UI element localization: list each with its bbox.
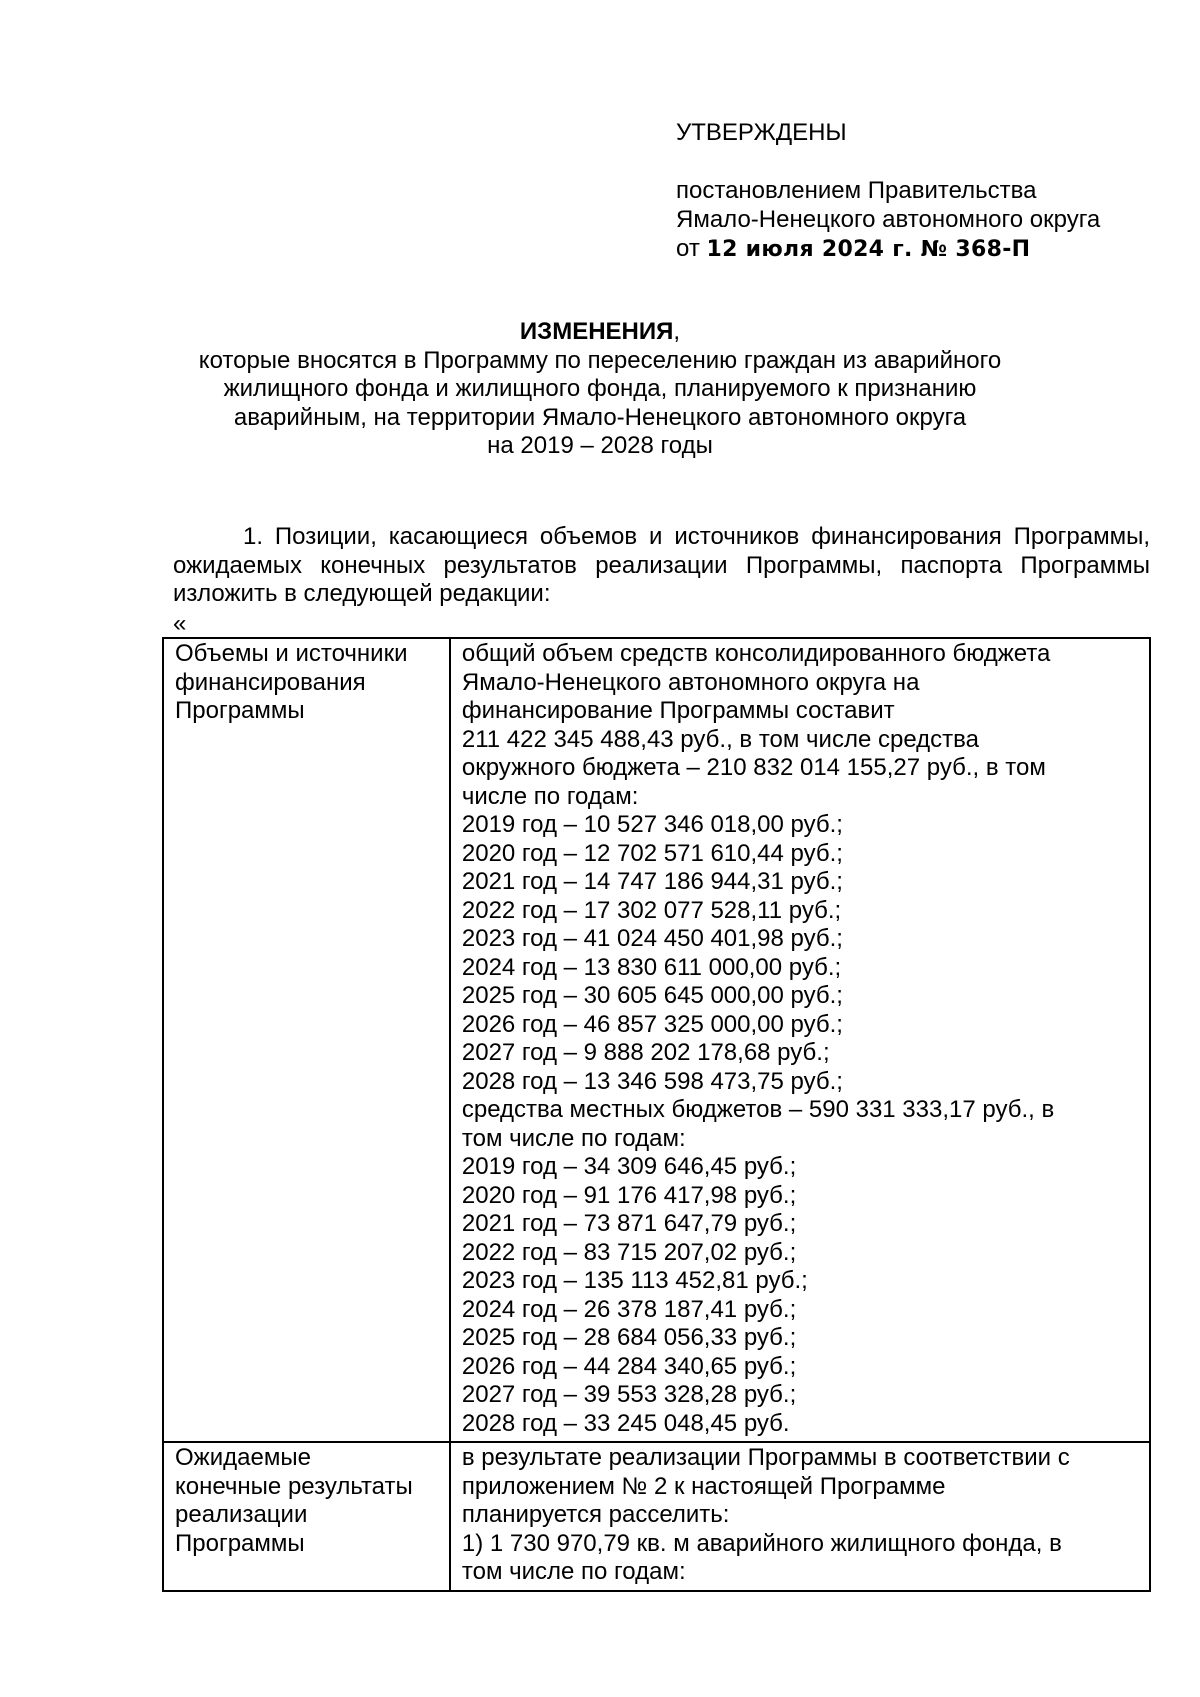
approval-date-line xyxy=(676,234,1100,264)
results-content-cell xyxy=(450,1442,1150,1591)
funding-line: 2026 год – 44 284 340,65 руб.; xyxy=(461,1352,797,1380)
funding-line: 2025 год – 30 605 645 000,00 руб.; xyxy=(461,982,843,1009)
heading-title: ИЗМЕНЕНИЯ xyxy=(519,318,674,345)
opening-quote: « xyxy=(173,610,187,637)
results-label-cell xyxy=(163,1442,450,1591)
funding-line: 2019 год – 34 309 646,45 руб.; xyxy=(461,1153,797,1180)
funding-line: 2021 год – 14 747 186 944,31 руб.; xyxy=(461,868,843,895)
approval-block xyxy=(676,118,1100,264)
heading-subtitle-line: на 2019 – 2028 годы xyxy=(487,432,713,459)
funding-line: 2027 год – 9 888 202 178,68 руб.; xyxy=(461,1039,830,1066)
results-line: приложением № 2 к настоящей Программе xyxy=(461,1472,946,1500)
funding-line: 2023 год – 41 024 450 401,98 руб.; xyxy=(461,925,843,952)
approval-date-prefix: от xyxy=(676,235,700,262)
funding-line: 2028 год – 13 346 598 473,75 руб.; xyxy=(461,1067,843,1095)
paragraph-1 xyxy=(173,523,1150,609)
approval-title: УТВЕРЖДЕНЫ xyxy=(676,119,847,146)
funding-line: 2024 год – 26 378 187,41 руб.; xyxy=(461,1295,797,1323)
funding-line: 2022 год – 17 302 077 528,11 руб.; xyxy=(461,896,842,924)
funding-label-line: Программы xyxy=(175,697,305,724)
funding-line: Ямало-Ненецкого автономного округа на xyxy=(461,668,920,696)
funding-line: 2028 год – 33 245 048,45 руб. xyxy=(461,1409,790,1437)
passport-table xyxy=(162,637,1151,1592)
document-heading xyxy=(150,318,1050,461)
funding-content-cell xyxy=(450,638,1150,1442)
funding-line: 2019 год – 10 527 346 018,00 руб.; xyxy=(461,811,843,838)
funding-line: 211 422 345 488,43 руб., в том числе средства xyxy=(461,725,979,753)
funding-line: окружного бюджета – 210 832 014 155,27 руб., в том xyxy=(461,754,1046,781)
funding-line: 2026 год – 46 857 325 000,00 руб.; xyxy=(461,1010,843,1038)
funding-line: том числе по годам: xyxy=(461,1124,686,1152)
heading-subtitle-line: которые вносятся в Программу по переселению граждан из аварийного xyxy=(198,346,1002,374)
results-label-line: реализации xyxy=(175,1501,308,1528)
funding-label-line: Объемы и источники xyxy=(175,640,408,667)
paragraph-1-text: 1. Позиции, касающиеся объемов и источников финансирования Программы, ожидаемых конечных результатов реализации Программы, паспорта Программы изложить в следующей редакции: xyxy=(173,523,1150,607)
funding-line: числе по годам: xyxy=(461,782,639,810)
funding-line: средства местных бюджетов – 590 331 333,17 руб., в xyxy=(461,1096,1055,1123)
funding-line: 2023 год – 135 113 452,81 руб.; xyxy=(461,1267,808,1294)
funding-line: 2024 год – 13 830 611 000,00 руб.; xyxy=(461,953,842,981)
approval-line-2: Ямало-Ненецкого автономного округа xyxy=(676,206,1101,233)
funding-line: 2025 год – 28 684 056,33 руб.; xyxy=(461,1324,797,1351)
results-label-line: Программы xyxy=(175,1529,305,1557)
table-row xyxy=(163,638,1150,1442)
results-line: том числе по годам: xyxy=(461,1558,686,1585)
results-label-line: конечные результаты xyxy=(175,1472,413,1500)
funding-line: финансирование Программы составит xyxy=(461,697,895,724)
funding-line: общий объем средств консолидированного бюджета xyxy=(461,640,1051,667)
funding-label-line: финансирования xyxy=(175,668,366,696)
funding-label-cell xyxy=(163,638,450,1442)
heading-title-line xyxy=(150,318,1050,347)
results-line: планируется расселить: xyxy=(461,1501,730,1528)
funding-line: 2022 год – 83 715 207,02 руб.; xyxy=(461,1238,797,1266)
heading-subtitle-line: жилищного фонда и жилищного фонда, планируемого к признанию xyxy=(223,375,977,402)
funding-line: 2027 год – 39 553 328,28 руб.; xyxy=(461,1381,797,1408)
approval-document-number: 12 июля 2024 г. № 368-П xyxy=(706,237,1031,262)
funding-line: 2021 год – 73 871 647,79 руб.; xyxy=(461,1210,797,1237)
table-row xyxy=(163,1442,1150,1591)
heading-comma: , xyxy=(673,318,681,345)
results-label-line: Ожидаемые xyxy=(175,1444,311,1471)
approval-line-1: постановлением Правительства xyxy=(676,177,1037,204)
funding-line: 2020 год – 91 176 417,98 руб.; xyxy=(461,1181,797,1209)
funding-line: 2020 год – 12 702 571 610,44 руб.; xyxy=(461,839,843,867)
results-line: 1) 1 730 970,79 кв. м аварийного жилищного фонда, в xyxy=(461,1529,1062,1557)
results-line: в результате реализации Программы в соответствии с xyxy=(461,1444,1070,1471)
heading-subtitle-line: аварийным, на территории Ямало-Ненецкого автономного округа xyxy=(233,403,967,431)
